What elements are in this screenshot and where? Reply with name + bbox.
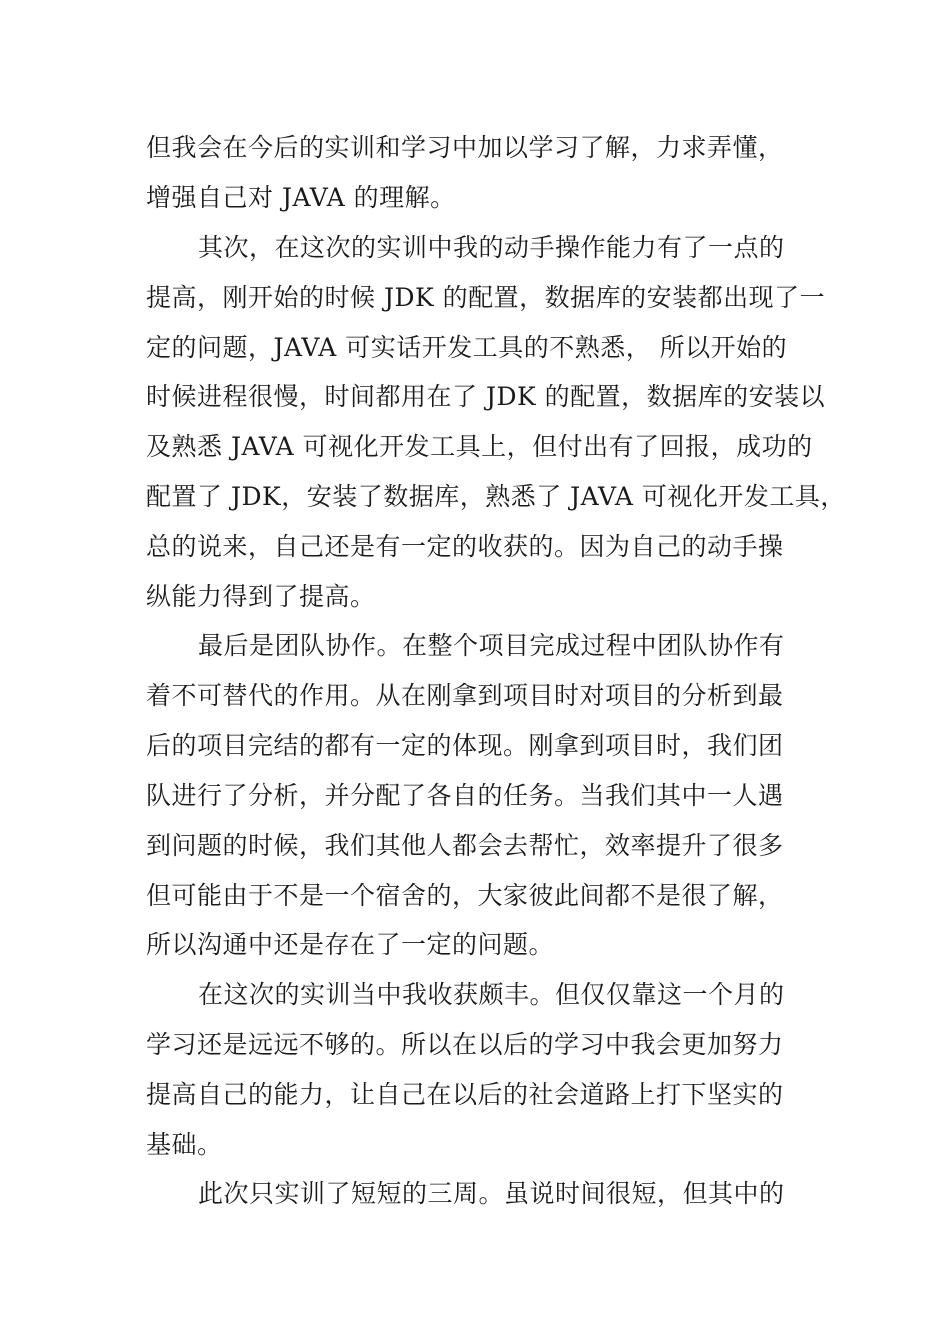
text-line: 队进行了分析，并分配了各自的任务。当我们其中一人遇 [146, 781, 784, 810]
text-line: 到问题的时候，我们其他人都会去帮忙，效率提升了很多 [146, 831, 784, 860]
paragraph-start-line: 其次，在这次的实训中我的动手操作能力有了一点的 [198, 233, 785, 262]
text-line: 纵能力得到了提高。 [146, 582, 376, 611]
text-line: 定的问题，JAVA 可实话开发工具的不熟悉， 所以开始的 [146, 333, 788, 362]
text-line: 后的项目完结的都有一定的体现。刚拿到项目时，我们团 [146, 731, 784, 760]
paragraph-start-line: 最后是团队协作。在整个项目完成过程中团队协作有 [198, 631, 785, 660]
text-line: 时候进程很慢，时间都用在了 JDK 的配置，数据库的安装以 [146, 382, 826, 411]
text-line: 基础。 [146, 1130, 223, 1159]
paragraph-start-line: 在这次的实训当中我收获颇丰。但仅仅靠这一个月的 [198, 980, 785, 1009]
text-line: 提高，刚开始的时候 JDK 的配置，数据库的安装都出现了一 [146, 283, 826, 312]
text-line: 所以沟通中还是存在了一定的问题。 [146, 930, 555, 959]
text-line: 但可能由于不是一个宿舍的，大家彼此间都不是很了解， [146, 881, 784, 910]
text-line: 及熟悉 JAVA 可视化开发工具上，但付出有了回报，成功的 [146, 432, 813, 461]
text-line: 学习还是远远不够的。所以在以后的学习中我会更加努力 [146, 1030, 784, 1059]
paragraph-start-line: 此次只实训了短短的三周。虽说时间很短，但其中的 [198, 1179, 785, 1208]
text-line: 增强自己对 JAVA 的理解。 [146, 183, 456, 212]
text-line: 提高自己的能力，让自己在以后的社会道路上打下坚实的 [146, 1080, 784, 1109]
text-line: 配置了 JDK，安装了数据库，熟悉了 JAVA 可视化开发工具， [146, 482, 846, 511]
text-line: 但我会在今后的实训和学习中加以学习了解，力求弄懂， [146, 133, 784, 162]
text-line: 总的说来，自己还是有一定的收获的。因为自己的动手操 [146, 532, 784, 561]
text-line: 着不可替代的作用。从在刚拿到项目时对项目的分析到最 [146, 681, 784, 710]
